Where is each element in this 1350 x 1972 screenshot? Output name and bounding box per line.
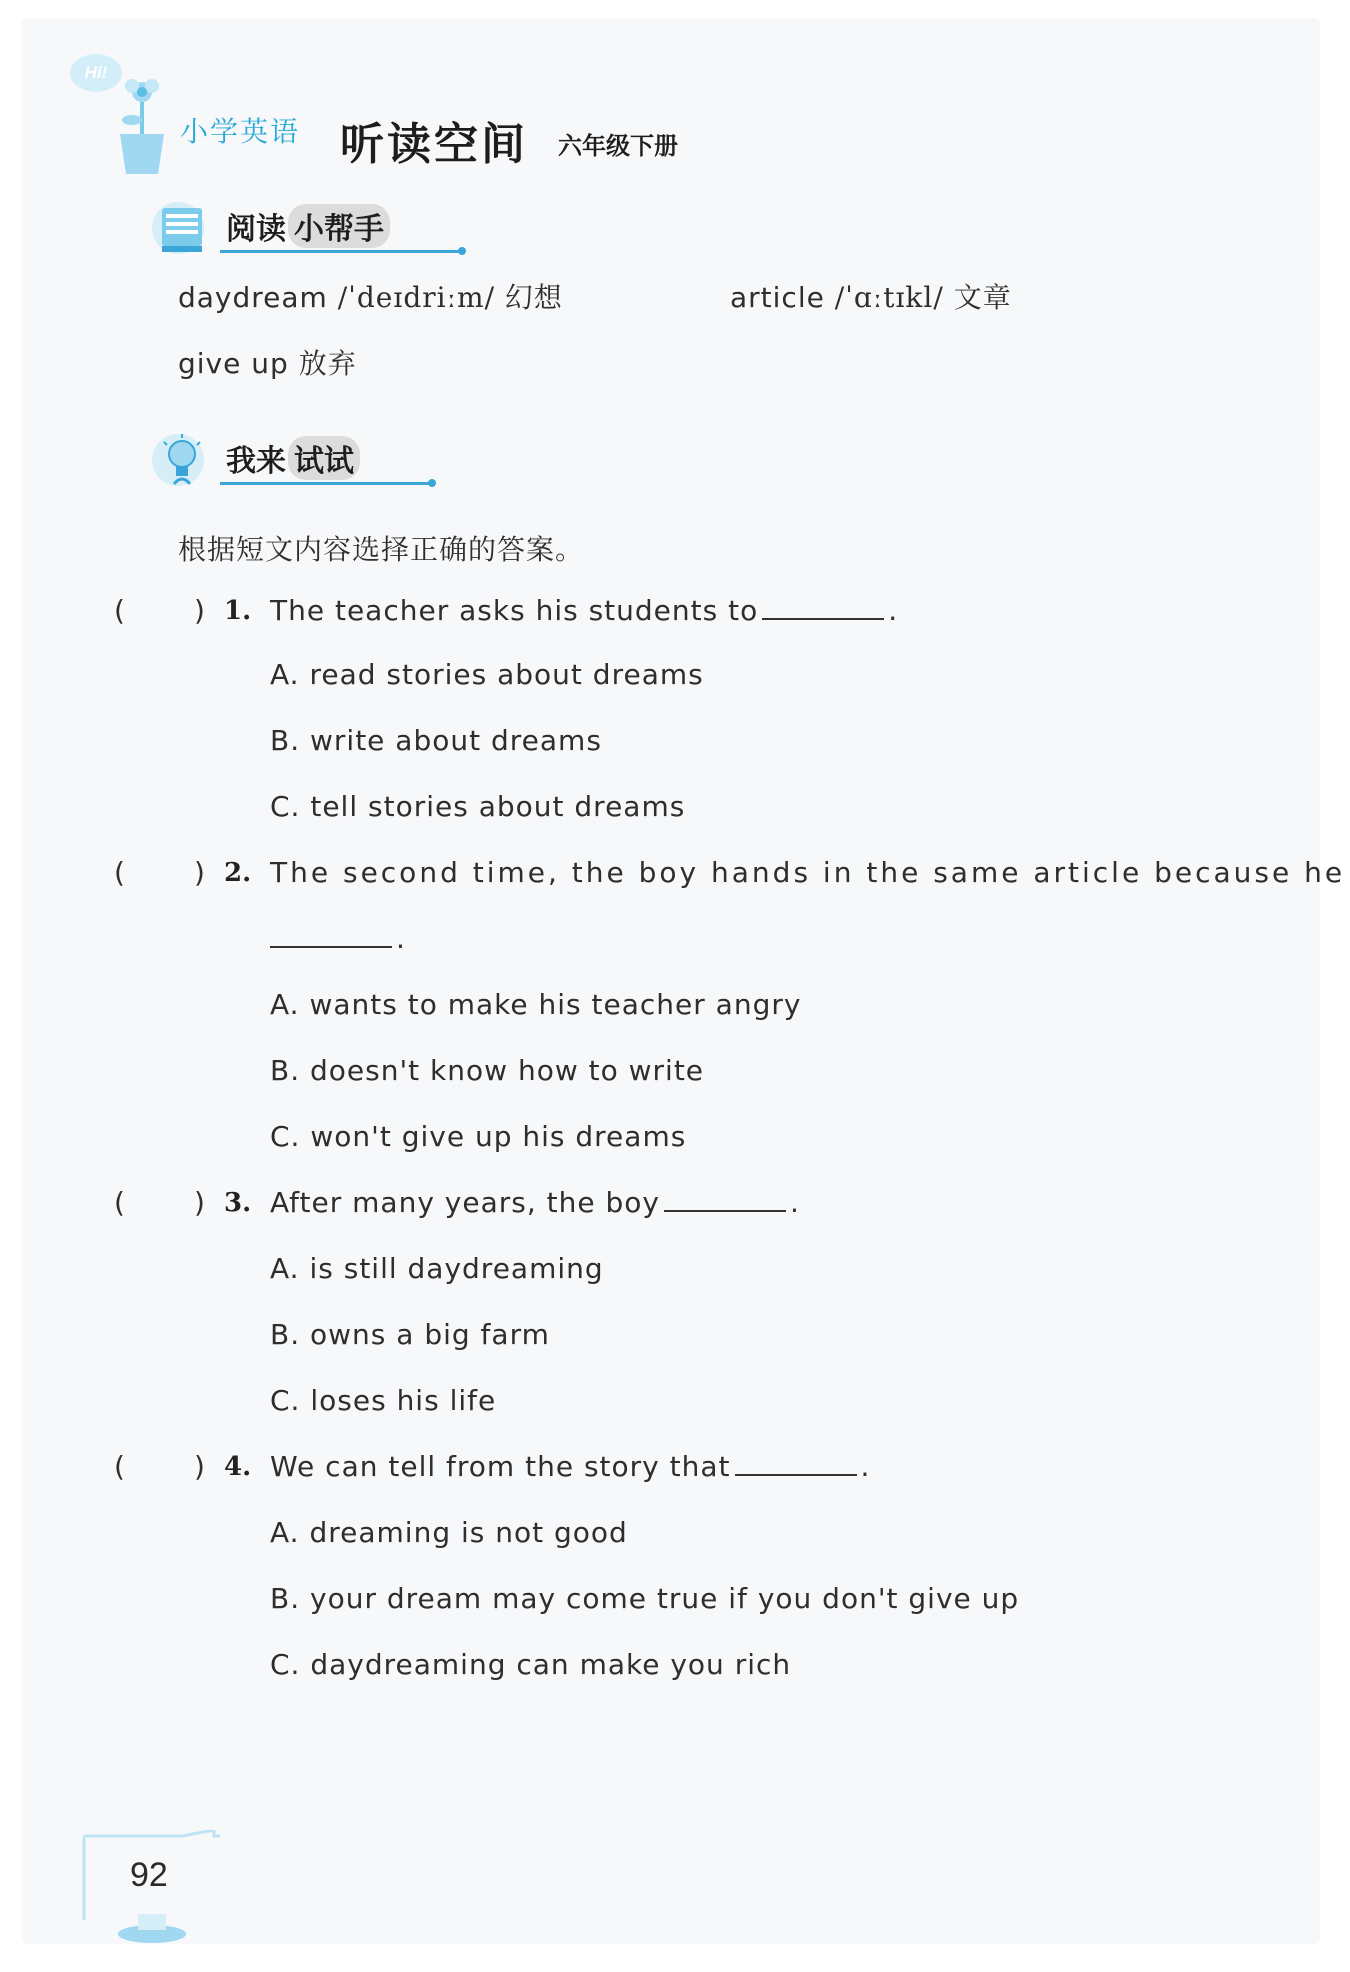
question-stem: After many years, the boy . xyxy=(270,1186,800,1219)
answer-blank[interactable] xyxy=(270,922,392,948)
option-a: A. dreaming is not good xyxy=(270,1516,628,1549)
workbook-page xyxy=(22,18,1346,1944)
vocab-item-give-up: give up 放弃 xyxy=(178,347,357,380)
option-b: B. doesn't know how to write xyxy=(270,1054,705,1087)
answer-paren-close: ) xyxy=(194,1450,205,1483)
instruction-text: 根据短文内容选择正确的答案。 xyxy=(178,533,585,566)
question-number: 3. xyxy=(224,1188,252,1218)
series-title: 小学英语 xyxy=(180,115,301,148)
question-stem: We can tell from the story that . xyxy=(270,1450,871,1483)
book-icon xyxy=(152,198,214,260)
option-b: B. write about dreams xyxy=(270,724,602,757)
option-c: C. won't give up his dreams xyxy=(270,1120,687,1153)
answer-paren-close: ) xyxy=(194,594,205,627)
vocab-item-article: article /ˈɑːtɪkl/ 文章 xyxy=(730,281,1012,314)
answer-paren-open[interactable]: ( xyxy=(114,594,125,627)
grade-title: 六年级下册 xyxy=(558,132,678,160)
question-number: 2. xyxy=(224,858,252,888)
question-stem: The teacher asks his students to . xyxy=(270,594,899,627)
answer-blank[interactable] xyxy=(762,594,884,620)
question-stem: The second time, the boy hands in the same article because he xyxy=(270,856,1346,889)
lightbulb-icon xyxy=(152,430,214,492)
option-a: A. wants to make his teacher angry xyxy=(270,988,802,1021)
answer-paren-open[interactable]: ( xyxy=(114,1450,125,1483)
option-a: A. read stories about dreams xyxy=(270,658,704,691)
answer-paren-close: ) xyxy=(194,856,205,889)
reading-helper-title: 阅读 小帮手 xyxy=(226,204,390,248)
vocab-item-daydream: daydream /ˈdeɪdriːm/ 幻想 xyxy=(178,281,563,314)
option-a: A. is still daydreaming xyxy=(270,1252,604,1285)
answer-blank[interactable] xyxy=(664,1186,786,1212)
answer-paren-open[interactable]: ( xyxy=(114,856,125,889)
flower-pot-icon xyxy=(110,76,174,176)
section-underline xyxy=(220,482,432,485)
question-number: 4. xyxy=(224,1452,252,1482)
option-c: C. tell stories about dreams xyxy=(270,790,686,823)
option-b: B. your dream may come true if you don't give up xyxy=(270,1582,1020,1615)
section-underline xyxy=(220,250,462,253)
answer-paren-close: ) xyxy=(194,1186,205,1219)
option-c: C. loses his life xyxy=(270,1384,497,1417)
question-stem-blank-line: . xyxy=(270,922,406,955)
hi-bubble: Hi! xyxy=(70,54,122,92)
option-b: B. owns a big farm xyxy=(270,1318,550,1351)
try-it-title: 我来 试试 xyxy=(226,436,360,480)
answer-paren-open[interactable]: ( xyxy=(114,1186,125,1219)
question-number: 1. xyxy=(224,596,252,626)
option-c: C. daydreaming can make you rich xyxy=(270,1648,792,1681)
page-number: 92 xyxy=(130,1856,168,1894)
answer-blank[interactable] xyxy=(735,1450,857,1476)
brand-title: 听读空间 xyxy=(340,119,528,170)
